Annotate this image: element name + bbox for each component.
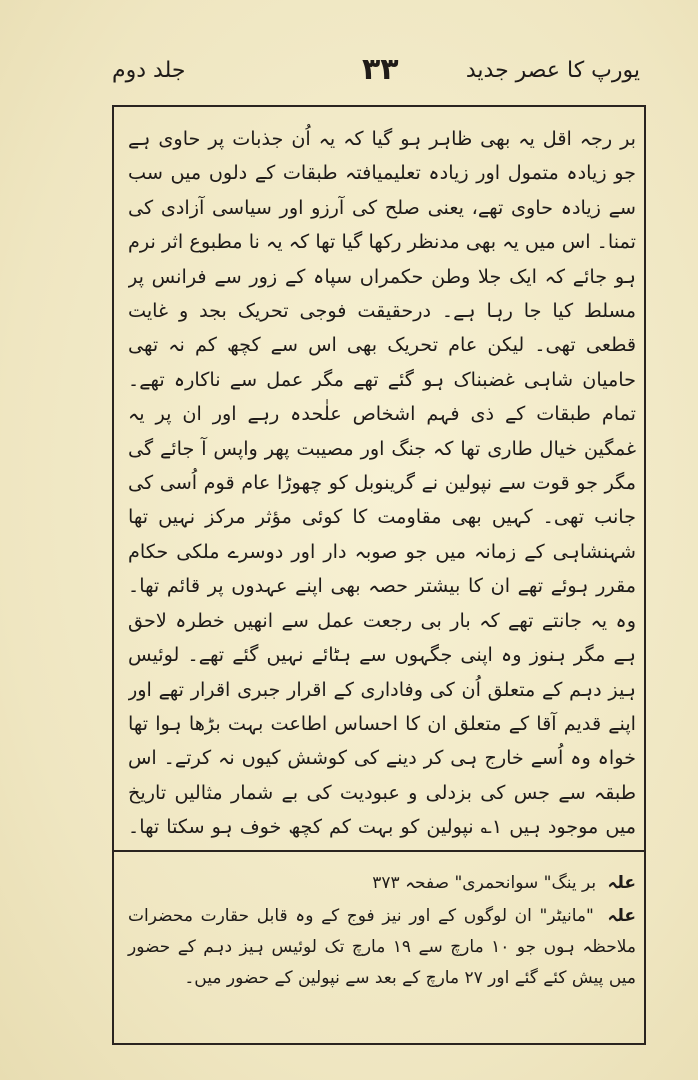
main-text [128, 122, 636, 846]
footnotes [128, 868, 636, 996]
footnote-divider [112, 850, 646, 852]
running-head-volume: جلد دوم [112, 58, 186, 83]
footnote-marker: علہ [607, 873, 636, 893]
page-number: ۳۳ [362, 52, 399, 87]
footnote-text: بر ینگ" سوانحمری" صفحہ ۳۷۳ [372, 873, 597, 893]
body-paragraph: بر رجہ اقل یہ بھی ظاہر ہو گیا کہ یہ اُن جذبات پر حاوی ہے جو زیادہ متمول اور زیادہ تعلیمیافتہ طبقات کے دلوں میں سب سے زیادہ حاوی تھے، یعنی صلح کی آرزو اور سیاسی آزادی کی تمنا۔ اس میں یہ بھی مدنظر رکھا گیا تھا کہ یہ نا مطبوع اثر نرم ہو جائے کہ ایک جلا وطن حکمراں سپاہ کے زور سے فرانس پر مسلط کیا جا رہا ہے۔ درحقیقت فوجی تحریک بجد و غایت قطعی تھی۔ لیکن عام تحریک بھی اس سے کچھ کم نہ تھی حامیان شاہی غضبناک ہو گئے تھے مگر عمل سے ناکارہ تھے۔ تمام طبقات کے ذی فہم اشخاص علٰحدہ رہے اور ان پر یہ غمگین خیال طاری تھا کہ جنگ اور مصیبت پھر واپس آ جائے گی مگر جو قوت سے نپولین نے گرینوبل کو چھوڑا عام قوم اُسی کی جانب تھی۔ کہیں بھی مقاومت کا کوئی مؤثر مرکز نہیں تھا شہنشاہی کے زمانہ میں جو صوبہ دار اور دوسرے ملکی حکام مقرر ہوئے تھے ان کا بیشتر حصہ بھی اپنے عہدوں پر قائم تھا۔ وہ یہ جانتے تھے کہ بار بی رجعت عمل سے انھیں خطرہ لاحق ہے مگر ہنوز وہ اپنی جگہوں سے ہٹائے نہیں گئے تھے۔ لوئیس ہیز دہم کے متعلق اُن کی وفاداری کے اقرار جبری اقرار تھے اور اپنے قدیم آقا کے متعلق ان کا احساس اطاعت بہت بڑھا ہوا تھا خواہ وہ اُسے خارج ہی کر دینے کی کوشش کیوں نہ کرتے۔ اس طبقہ سے جس کی بزدلی و عبودیت کی بے شمار مثالیں تاریخ میں موجود ہیں ۱؎ نپولین کو بہت کم کچھ خوف ہو سکتا تھا۔ [128, 127, 636, 839]
footnote-2 [128, 901, 636, 994]
footnote-marker: علہ [607, 906, 637, 926]
running-head-title: یورپ کا عصر جدید [465, 58, 640, 83]
page-header [112, 48, 640, 98]
footnote-text: "مانیٹر" ان لوگوں کے اور نیز فوج کے وہ قابل حقارت محضرات ملاحظہ ہوں جو ۱۰ مارچ سے ۱۹ مارچ تک لوئیس ہیز دہم کے حضور میں پیش کئے گئے اور ۲۷ مارچ کے بعد سے نپولین کے حضور میں۔ [128, 906, 636, 988]
footnote-1 [128, 868, 636, 899]
